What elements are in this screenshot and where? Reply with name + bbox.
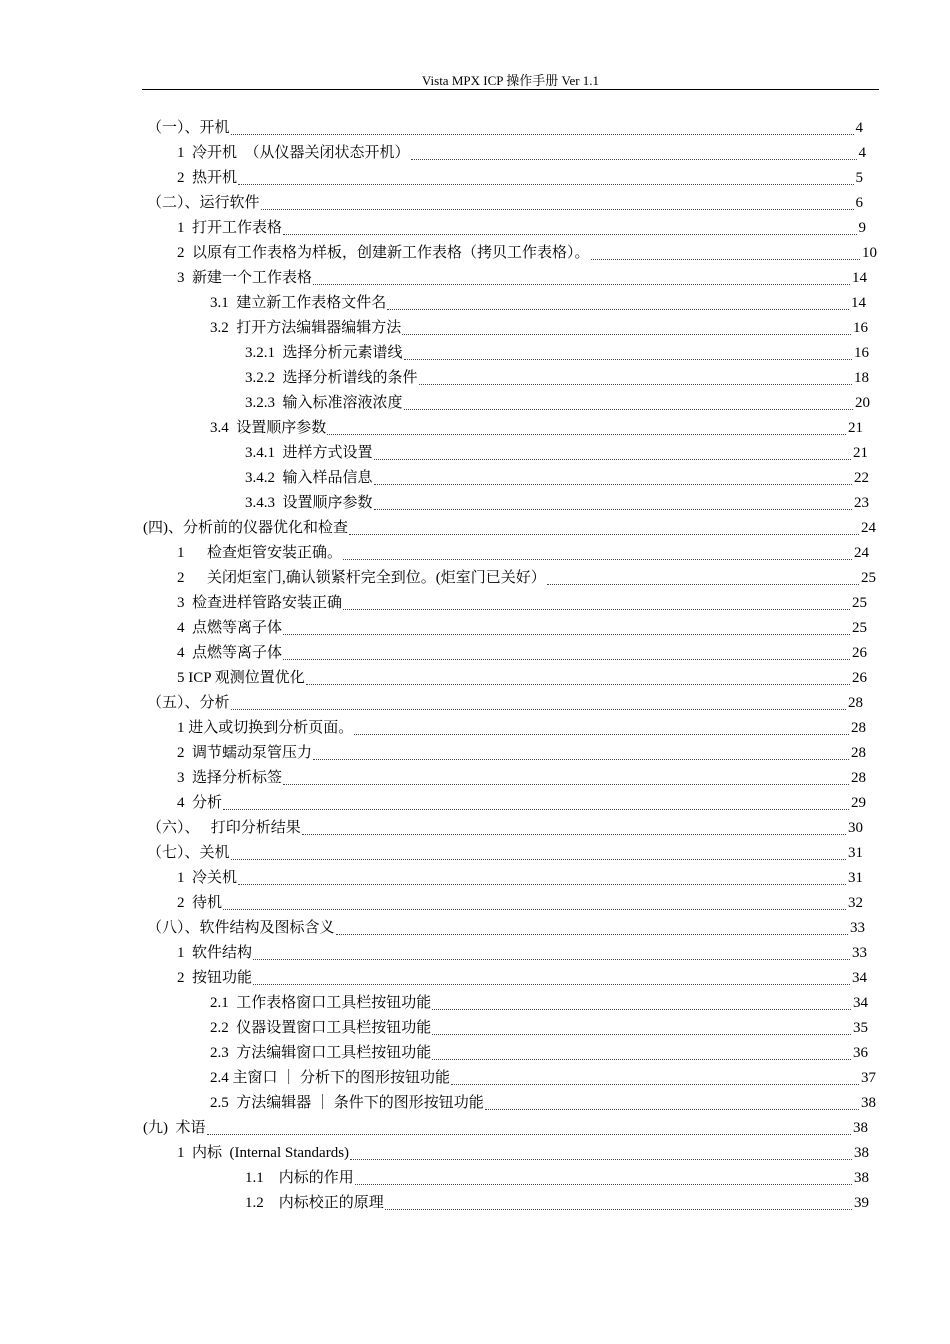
toc-leader — [283, 784, 849, 785]
toc-entry-label: 1.2 内标校正的原理 — [245, 1195, 384, 1211]
toc-entry-label: 4 点燃等离子体 — [177, 620, 283, 636]
toc-page-number: 23 — [854, 495, 869, 511]
toc-entry-label: 3 新建一个工作表格 — [177, 270, 313, 286]
toc-leader — [223, 909, 846, 910]
toc-leader — [238, 884, 846, 885]
toc-entry-label: 2.2 仪器设置窗口工具栏按钮功能 — [210, 1020, 432, 1036]
toc-entry-label: (四)、分析前的仪器优化和检查 — [143, 520, 348, 536]
toc-entry[interactable] — [177, 616, 867, 641]
toc-entry[interactable] — [245, 391, 870, 416]
toc-entry[interactable] — [245, 1166, 869, 1191]
toc-leader — [302, 834, 846, 835]
toc-leader — [253, 984, 850, 985]
toc-entry[interactable] — [177, 866, 863, 891]
toc-entry-label: 3.4 设置顺序参数 — [210, 420, 327, 436]
toc-entry-label: 5 ICP 观测位置优化 — [177, 670, 305, 686]
toc-entry[interactable] — [177, 541, 869, 566]
toc-entry[interactable] — [147, 116, 863, 141]
toc-page-number: 38 — [854, 1145, 869, 1161]
toc-page-number: 38 — [853, 1120, 868, 1136]
toc-entry[interactable] — [143, 516, 876, 541]
toc-leader — [432, 1009, 851, 1010]
toc-page-number: 39 — [854, 1195, 869, 1211]
toc-page-number: 28 — [848, 695, 863, 711]
toc-entry[interactable] — [210, 1016, 868, 1041]
toc-entry[interactable] — [177, 1141, 869, 1166]
toc-entry-label: 3.2.2 选择分析谱线的条件 — [245, 370, 418, 386]
toc-page-number: 26 — [852, 670, 867, 686]
toc-entry-label: 2 按钮功能 — [177, 970, 253, 986]
toc-entry[interactable] — [177, 791, 866, 816]
toc-entry-label: 2 以原有工作表格为样板，创建新工作表格（拷贝工作表格）。 — [177, 245, 590, 261]
toc-entry-label: （八）、软件结构及图标含义 — [147, 920, 335, 936]
toc-entry[interactable] — [177, 641, 867, 666]
toc-leader — [485, 1109, 859, 1110]
toc-entry[interactable] — [177, 666, 867, 691]
toc-page-number: 36 — [853, 1045, 868, 1061]
toc-entry[interactable] — [177, 766, 866, 791]
toc-leader — [355, 1184, 852, 1185]
toc-entry-label: （七）、关机 — [147, 845, 230, 861]
toc-entry[interactable] — [177, 741, 866, 766]
toc-entry[interactable] — [147, 816, 863, 841]
toc-entry[interactable] — [177, 891, 863, 916]
toc-page-number: 24 — [854, 545, 869, 561]
toc-leader — [432, 1059, 851, 1060]
toc-page-number: 34 — [853, 995, 868, 1011]
toc-page-number: 21 — [853, 445, 868, 461]
toc-entry-label: 2 待机 — [177, 895, 223, 911]
toc-entry[interactable] — [245, 341, 869, 366]
toc-entry[interactable] — [147, 916, 865, 941]
toc-leader — [283, 659, 850, 660]
toc-leader — [343, 559, 852, 560]
toc-page-number: 38 — [854, 1170, 869, 1186]
toc-entry-label: 3.1 建立新工作表格文件名 — [210, 295, 387, 311]
toc-entry-label: (九) 术语 — [143, 1120, 206, 1136]
toc-entry[interactable] — [210, 291, 866, 316]
toc-entry[interactable] — [177, 166, 863, 191]
toc-page-number: 29 — [851, 795, 866, 811]
toc-entry-label: 4 点燃等离子体 — [177, 645, 283, 661]
toc-page-number: 31 — [848, 870, 863, 886]
toc-entry-label: （一）、开机 — [147, 120, 230, 136]
toc-page-number: 25 — [852, 620, 867, 636]
toc-entry-label: 1 打开工作表格 — [177, 220, 283, 236]
toc-entry[interactable] — [143, 1116, 868, 1141]
toc-page-number: 28 — [851, 770, 866, 786]
toc-leader — [283, 234, 856, 235]
toc-entry-label: 1 进入或切换到分析页面。 — [177, 720, 354, 736]
toc-entry[interactable] — [210, 1091, 876, 1116]
toc-page-number: 28 — [851, 720, 866, 736]
toc-page-number: 34 — [852, 970, 867, 986]
toc-page-number: 37 — [861, 1070, 876, 1086]
toc-leader — [374, 509, 852, 510]
toc-page-number: 5 — [855, 170, 863, 186]
toc-leader — [238, 184, 853, 185]
toc-page-number: 20 — [855, 395, 870, 411]
toc-entry-label: 3.2.1 选择分析元素谱线 — [245, 345, 403, 361]
toc-entry[interactable] — [147, 841, 863, 866]
toc-page-number: 31 — [848, 845, 863, 861]
toc-entry-label: 1 软件结构 — [177, 945, 253, 961]
toc-leader — [306, 684, 850, 685]
toc-leader — [547, 584, 859, 585]
toc-entry[interactable] — [177, 241, 877, 266]
toc-leader — [419, 384, 852, 385]
toc-leader — [411, 159, 857, 160]
toc-entry[interactable] — [147, 191, 863, 216]
toc-entry-label: 2.1 工作表格窗口工具栏按钮功能 — [210, 995, 432, 1011]
toc-leader — [207, 1134, 852, 1135]
toc-entry-label: 3.4.1 进样方式设置 — [245, 445, 373, 461]
toc-leader — [432, 1034, 851, 1035]
toc-entry[interactable] — [177, 141, 866, 166]
document-header: Vista MPX ICP 操作手册 Ver 1.1 — [421, 73, 600, 88]
toc-entry-label: 2.3 方法编辑窗口工具栏按钮功能 — [210, 1045, 432, 1061]
toc-entry-label: 1.1 内标的作用 — [245, 1170, 354, 1186]
toc-entry[interactable] — [177, 966, 867, 991]
toc-entry[interactable] — [245, 1191, 869, 1216]
toc-leader — [451, 1084, 859, 1085]
toc-page-number: 26 — [852, 645, 867, 661]
toc-leader — [336, 934, 848, 935]
toc-entry[interactable] — [245, 491, 869, 516]
toc-page-number: 16 — [854, 345, 869, 361]
toc-leader — [404, 359, 852, 360]
toc-entry[interactable] — [177, 716, 866, 741]
toc-entry[interactable] — [210, 1066, 876, 1091]
toc-page-number: 18 — [854, 370, 869, 386]
toc-entry-label: 3.4.3 设置顺序参数 — [245, 495, 373, 511]
toc-page-number: 33 — [852, 945, 867, 961]
toc-leader — [253, 959, 850, 960]
toc-entry-label: （二）、运行软件 — [147, 195, 260, 211]
toc-page-number: 4 — [855, 120, 863, 136]
toc-entry-label: 3 检查进样管路安装正确 — [177, 595, 343, 611]
toc-entry[interactable] — [177, 216, 866, 241]
toc-leader — [283, 634, 850, 635]
toc-leader — [402, 334, 851, 335]
toc-page-number: 14 — [852, 270, 867, 286]
toc-entry[interactable] — [210, 991, 868, 1016]
toc-page-number: 33 — [850, 920, 865, 936]
toc-leader — [327, 434, 846, 435]
toc-entry-label: 2 热开机 — [177, 170, 238, 186]
toc-entry-label: （六）、 打印分析结果 — [147, 820, 301, 836]
toc-entry[interactable] — [245, 466, 869, 491]
toc-leader — [404, 409, 853, 410]
toc-entry-label: 1 检查炬管安装正确。 — [177, 545, 343, 561]
toc-entry-label: 3.2.3 输入标准溶液浓度 — [245, 395, 403, 411]
toc-leader — [374, 484, 852, 485]
toc-leader — [231, 709, 846, 710]
toc-entry-label: 2 关闭炬室门,确认锁紧杆完全到位。(炬室门已关好） — [177, 570, 546, 586]
toc-leader — [387, 309, 849, 310]
toc-entry-label: 2 调节蠕动泵管压力 — [177, 745, 313, 761]
toc-page-number: 24 — [861, 520, 876, 536]
toc-entry-label: （五）、分析 — [147, 695, 230, 711]
toc-page-number: 30 — [848, 820, 863, 836]
toc-page-number: 25 — [852, 595, 867, 611]
toc-entry-label: 1 内标 (Internal Standards) — [177, 1145, 350, 1161]
toc-page-number: 16 — [853, 320, 868, 336]
toc-entry-label: 3 选择分析标签 — [177, 770, 283, 786]
toc-leader — [350, 1159, 852, 1160]
toc-leader — [261, 209, 854, 210]
toc-page-number: 4 — [858, 145, 866, 161]
toc-entry[interactable] — [147, 691, 863, 716]
toc-leader — [349, 534, 859, 535]
toc-leader — [231, 134, 854, 135]
toc-page-number: 35 — [853, 1020, 868, 1036]
toc-page-number: 21 — [848, 420, 863, 436]
toc-leader — [343, 609, 850, 610]
header-rule — [142, 89, 879, 90]
toc-leader — [374, 459, 851, 460]
toc-entry[interactable] — [245, 366, 869, 391]
toc-entry-label: 1 冷开机 （从仪器关闭状态开机） — [177, 145, 410, 161]
toc-page-number: 22 — [854, 470, 869, 486]
toc-entry-label: 3.2 打开方法编辑器编辑方法 — [210, 320, 402, 336]
toc-leader — [313, 759, 849, 760]
toc-entry[interactable] — [210, 416, 863, 441]
toc-leader — [354, 734, 849, 735]
toc-page-number: 25 — [861, 570, 876, 586]
toc-entry[interactable] — [245, 441, 868, 466]
toc-leader — [231, 859, 846, 860]
toc-leader — [313, 284, 850, 285]
toc-page-number: 28 — [851, 745, 866, 761]
toc-leader — [223, 809, 849, 810]
toc-entry[interactable] — [177, 591, 867, 616]
toc-leader — [385, 1209, 852, 1210]
toc-entry[interactable] — [177, 941, 867, 966]
toc-entry[interactable] — [210, 1041, 868, 1066]
toc-page-number: 6 — [855, 195, 863, 211]
toc-page-number: 9 — [858, 220, 866, 236]
toc-entry-label: 2.4 主窗口 ｜ 分析下的图形按钮功能 — [210, 1070, 451, 1086]
toc-entry[interactable] — [177, 266, 867, 291]
toc-entry[interactable] — [210, 316, 868, 341]
toc-entry-label: 4 分析 — [177, 795, 223, 811]
toc-page-number: 38 — [861, 1095, 876, 1111]
toc-page-number: 14 — [851, 295, 866, 311]
toc-entry-label: 1 冷关机 — [177, 870, 238, 886]
toc-entry[interactable] — [177, 566, 876, 591]
toc-leader — [591, 259, 860, 260]
toc-entry-label: 2.5 方法编辑器 ｜ 条件下的图形按钮功能 — [210, 1095, 484, 1111]
toc-page-number: 32 — [848, 895, 863, 911]
toc-page-number: 10 — [862, 245, 877, 261]
toc-entry-label: 3.4.2 输入样品信息 — [245, 470, 373, 486]
